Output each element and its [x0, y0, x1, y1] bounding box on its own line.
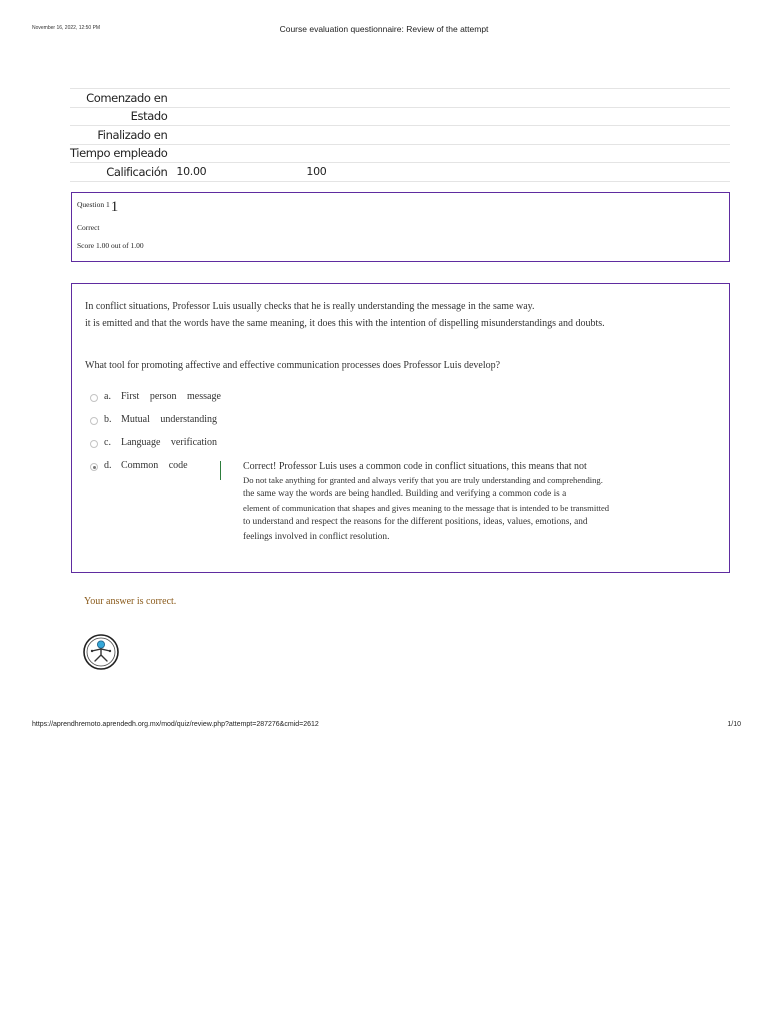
grade-cell: [171, 163, 730, 182]
result-message: Your answer is correct.: [84, 596, 177, 607]
feedback-line: Do not take anything for granted and always verify that you are truly understanding and comprehending.: [243, 475, 603, 485]
question-text-line: In conflict situations, Professor Luis usually checks that he is really understanding the message in the same way.: [85, 301, 535, 312]
answer-letter: d.: [104, 460, 112, 471]
answer-letter: b.: [104, 414, 112, 425]
answer-letter: a.: [104, 391, 111, 402]
summary-row: [70, 89, 730, 108]
question-label-text: Question 1: [77, 200, 110, 209]
feedback-line: to understand and respect the reasons for the different positions, ideas, values, emotions, and: [243, 516, 588, 527]
page-url: https://aprendhremoto.aprendedh.org.mx/mod/quiz/review.php?attempt=287276&cmid=2612: [32, 721, 319, 728]
grade-label: Calificación: [106, 164, 168, 179]
page-title: Course evaluation questionnaire: Review of the attempt: [279, 24, 489, 34]
radio-button[interactable]: [90, 440, 98, 448]
question-content-box: [71, 283, 730, 573]
answer-text: Common code: [121, 460, 188, 471]
correct-marker-icon: [220, 461, 221, 480]
summary-row: [70, 144, 730, 163]
summary-value: [171, 126, 730, 145]
feedback-line: feelings involved in conflict resolution.: [243, 532, 390, 542]
feedback-line: element of communication that shapes and gives meaning to the message that is intended to be transmitted: [243, 503, 610, 513]
summary-value: [171, 89, 730, 108]
print-footer: [0, 721, 768, 733]
answer-feedback: [243, 460, 663, 546]
question-text: [85, 299, 605, 332]
question-state: Correct: [77, 223, 100, 232]
question-number: 1: [110, 199, 119, 215]
summary-label: Comenzado en: [86, 90, 168, 105]
summary-row: [70, 107, 730, 126]
question-info-box: [71, 192, 730, 262]
radio-button-selected[interactable]: [90, 463, 98, 471]
print-date: November 16, 2022, 12:50 PM: [32, 25, 101, 31]
grade-percent: 100: [306, 165, 327, 179]
summary-row-grade: [70, 163, 730, 182]
answer-letter: c.: [104, 437, 111, 448]
grade-value: 10.00: [176, 165, 207, 179]
print-header: [0, 25, 768, 37]
summary-row: [70, 126, 730, 145]
question-text-line: it is emitted and that the words have the same meaning, it does this with the intention of dispelling misunderstandings and doubts.: [85, 317, 605, 329]
radio-button[interactable]: [90, 417, 98, 425]
summary-label: Tiempo empleado: [70, 146, 168, 161]
radio-button[interactable]: [90, 394, 98, 402]
human-figure-circle-icon: [83, 630, 119, 674]
summary-label: Estado: [130, 109, 168, 124]
question-label: [77, 199, 118, 216]
question-grade: Score 1.00 out of 1.00: [77, 241, 144, 250]
summary-label: Finalizado en: [97, 127, 168, 142]
question-prompt: What tool for promoting affective and effective communication processes does Professor Luis develop?: [85, 360, 501, 371]
attempt-summary-table: [70, 88, 730, 182]
page-number: 1/10: [727, 721, 741, 728]
summary-value: [171, 107, 730, 126]
answer-text: First person message: [121, 391, 221, 402]
answer-text: Mutual understanding: [121, 414, 218, 425]
summary-value: [171, 144, 730, 163]
answer-text: Language verification: [121, 437, 218, 448]
feedback-line: Correct! Professor Luis uses a common code in conflict situations, this means that not: [243, 461, 587, 472]
feedback-line: the same way the words are being handled. Building and verifying a common code is a: [243, 488, 567, 499]
